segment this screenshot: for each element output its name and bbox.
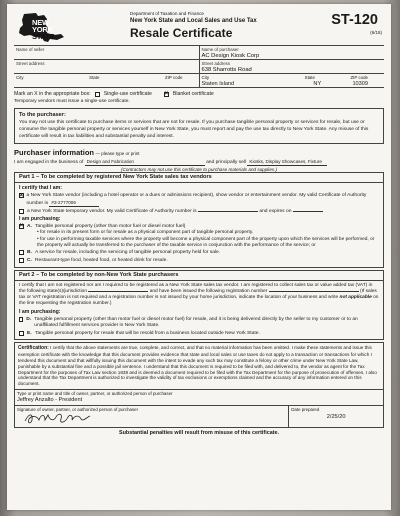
option-b bbox=[19, 250, 379, 256]
seller-column bbox=[14, 46, 199, 88]
option-d-letter: D. bbox=[26, 316, 32, 322]
to-purchaser-box bbox=[14, 108, 384, 144]
temporary-vendor-option bbox=[19, 209, 379, 215]
certification-title: Certification: bbox=[18, 345, 49, 352]
part2-body bbox=[19, 283, 379, 308]
signature-row bbox=[14, 406, 384, 428]
purchaser-street-value: 638 Sharrotts Road bbox=[201, 66, 252, 73]
name-title-field[interactable] bbox=[15, 390, 383, 404]
signature-label: Signature of owner, partner, or authorized person of purchaser bbox=[17, 406, 139, 412]
temporary-vendor-checkbox[interactable] bbox=[19, 209, 24, 214]
handwritten-signature bbox=[23, 411, 93, 425]
certification-body: I certify that the above statements are true, complete, and correct, and that no material information has been omitted. I make these statements and issue this exemption certificate with the knowledge that this document provides evidence that state and local sales or use taxes do not apply to a transaction or transactions for which I tendered this document and that willfully issuing this document with the intent to evade any such tax may constitute a felony or other crime under New York State Law, punishable by a substantial fine and a possible jail sentence. I understand that this document is required to be filed with, and delivered to, the vendor as agent for the Tax Department for the purposes of Tax Law section 1838 and is deemed a document required to be filed with the Tax Department for the purpose of prosecution of offenses. I also understand that the Tax Department is authorized to investigate the validity of tax exclusions or exemptions claimed and the accuracy of any information entered on this document. bbox=[18, 345, 377, 387]
seller-street-field[interactable] bbox=[14, 60, 199, 74]
purchaser-street-label: Street address bbox=[201, 61, 231, 66]
form-title: Resale Certificate bbox=[130, 26, 233, 40]
purchaser-info-hint: — please type or print bbox=[95, 151, 140, 157]
purchaser-name-label: Name of purchaser bbox=[201, 47, 239, 52]
option-a-bullets bbox=[19, 230, 379, 249]
certificate-type-row bbox=[14, 91, 384, 98]
option-c-letter: C. bbox=[27, 258, 32, 264]
option-e-checkbox[interactable] bbox=[19, 331, 24, 336]
engaged-business-field[interactable]: Design and Fabrication bbox=[85, 159, 205, 166]
registration-number-field[interactable] bbox=[269, 291, 359, 292]
signature-field[interactable] bbox=[15, 406, 289, 427]
option-c bbox=[19, 258, 379, 264]
date-prepared-label: Date prepared bbox=[291, 406, 320, 412]
seller-street-label: Street address bbox=[16, 61, 45, 66]
seller-city-label: City bbox=[16, 75, 24, 80]
resale-certificate-page bbox=[7, 4, 391, 510]
part1-purchasing: I am purchasing: bbox=[19, 215, 61, 222]
purchaser-info-heading: Purchaser information bbox=[14, 148, 95, 158]
part2-body-1: I certify that I am not registered nor am I required to be registered as a New York State sales tax vendor. I am registered to collect sales tax or value added tax (VAT) in the following state(s)/jurisdiction bbox=[19, 282, 373, 294]
not-applicable-text: not applicable bbox=[339, 295, 372, 301]
logo-line-state: STATE bbox=[32, 32, 55, 41]
purchaser-state-value: NY bbox=[313, 80, 322, 87]
registered-vendor-checkbox[interactable] bbox=[19, 193, 24, 198]
temporary-authority-field[interactable] bbox=[198, 211, 258, 212]
principally-label: and principally sell bbox=[206, 159, 247, 165]
purchaser-street-field[interactable] bbox=[200, 60, 385, 74]
option-e-text: Tangible personal property for resale that will be resold from a business located outside New York State. bbox=[35, 330, 260, 336]
purchaser-city-label: City bbox=[201, 75, 210, 80]
part2-purchasing: I am purchasing: bbox=[19, 308, 61, 315]
single-use-checkbox[interactable] bbox=[95, 92, 100, 97]
purchaser-zip-value: 10309 bbox=[352, 80, 368, 87]
option-a-text: Tangible personal property (other than motor fuel or diesel motor fuel) bbox=[35, 223, 186, 229]
agency-name: Department of Taxation and Finance bbox=[130, 11, 204, 16]
form-header bbox=[14, 9, 384, 45]
purchaser-name-value: AC Design Kiosk Corp bbox=[201, 52, 260, 59]
single-use-label: Single-use certificate bbox=[103, 91, 152, 97]
temporary-vendor-note: Temporary vendors must issue a single-use certificate. bbox=[14, 98, 130, 104]
option-b-letter: B. bbox=[27, 250, 32, 256]
option-d-text: Tangible personal property (other than motor fuel or diesel motor fuel) for resale, and it is being delivered directly by the seller to my customer or to an unaffiliated fulfillment services provider in New York State. bbox=[34, 316, 358, 329]
penalty-notice: Substantial penalties will result from misuse of this certificate. bbox=[119, 429, 279, 436]
certification-box bbox=[14, 342, 384, 390]
form-revision: (6/18) bbox=[370, 30, 382, 35]
authority-number-field[interactable]: #3-2777006 bbox=[49, 200, 99, 207]
option-a-bullet-1: • for resale in its present form or for resale as a physical component part of tangible personal property. bbox=[37, 230, 379, 236]
option-c-text: Restaurant-type food, heated food, or heated drink for resale. bbox=[35, 258, 168, 264]
blanket-label: Blanket certificate bbox=[172, 91, 214, 97]
purchaser-column bbox=[199, 46, 385, 88]
seller-purchaser-grid bbox=[14, 45, 384, 88]
principally-sell-field[interactable]: Kiosks, Display Showcases, Fixture bbox=[247, 159, 327, 166]
seller-city-state-zip-field[interactable] bbox=[14, 74, 199, 88]
state-logo-text bbox=[32, 19, 54, 40]
part1-title: Part 1 – To be completed by registered New York State sales tax vendors bbox=[15, 173, 383, 183]
mark-prompt: Mark an X in the appropriate box: bbox=[14, 91, 91, 97]
seller-state-label: State bbox=[89, 75, 100, 80]
blanket-checkbox[interactable] bbox=[164, 92, 169, 97]
name-title-label: Type or print name and title of owner, partner, or authorized person of purchaser bbox=[17, 391, 173, 397]
seller-zip-label: ZIP code bbox=[164, 75, 183, 80]
option-a-checkbox[interactable] bbox=[19, 224, 24, 229]
purchaser-name-field[interactable] bbox=[200, 46, 385, 60]
purchaser-zip-label: ZIP code bbox=[350, 75, 368, 80]
part1-certify: I certify that I am: bbox=[19, 185, 62, 192]
part2-title: Part 2 – To be completed by non-New York State purchasers bbox=[15, 271, 383, 281]
temporary-expires-field[interactable] bbox=[293, 211, 323, 212]
logo-line-new: NEW bbox=[32, 18, 49, 27]
temporary-expires-label: and expires on bbox=[259, 208, 292, 214]
to-purchaser-title: To the purchaser: bbox=[19, 112, 66, 119]
seller-name-label: Name of seller bbox=[16, 47, 45, 52]
part2-body-4: on the line requesting the registration number.) bbox=[19, 295, 379, 307]
temporary-vendor-label: a New York State temporary vendor. My valid Certificate of Authority number is bbox=[27, 208, 197, 214]
form-subtitle: New York State and Local Sales and Use Tax bbox=[130, 18, 257, 24]
date-prepared-field[interactable] bbox=[289, 406, 383, 427]
contractors-note: (Contractors may not use this certificate to purchase materials and supplies.) bbox=[120, 166, 277, 172]
option-d bbox=[19, 317, 379, 330]
engaged-label: I am engaged in the business of bbox=[14, 159, 84, 165]
to-purchaser-body: You may not use this certificate to purchase items or services that are not for resale. If you purchase tangible personal property or services for resale, but use or consume the tangible personal property or services yourself in New York State, you must report and pay the use tax directly to New York State. Any misuse of this certificate will result in tax liabilities and substantial penalty and interest. bbox=[19, 120, 369, 139]
date-prepared-value: 2/25/20 bbox=[326, 414, 346, 421]
option-a-letter: A. bbox=[27, 223, 32, 229]
purchaser-city-value: Staten Island bbox=[201, 80, 235, 87]
form-number: ST-120 bbox=[331, 12, 378, 28]
registered-vendor-option bbox=[19, 193, 379, 207]
part1-section bbox=[14, 172, 384, 267]
purchaser-information bbox=[14, 148, 384, 170]
purchaser-state-label: State bbox=[304, 75, 315, 80]
part2-body-2: and have been issued the following registration number bbox=[149, 288, 268, 294]
option-b-text: A service for resale, including the servicing of tangible personal property held for sale. bbox=[35, 250, 221, 256]
name-title-value: Jeffrey Anzalto - President bbox=[17, 396, 83, 403]
option-a-bullet-2: • for use in performing taxable services where the property will become a physical component part of the property upon which the services will be performed, or the property will actually be transferred to the purchaser of the taxable service in conjunction with the performance of the service; or bbox=[37, 237, 379, 249]
part2-body-3: (If sales tax or VAT registration is not required and a registration number is not issued by your home jurisdiction, indicate the location of your business and write bbox=[19, 288, 377, 301]
option-b-checkbox[interactable] bbox=[19, 250, 24, 255]
option-e bbox=[19, 331, 379, 337]
name-title-row bbox=[14, 390, 384, 405]
option-e-letter: E. bbox=[27, 330, 32, 336]
option-c-checkbox[interactable] bbox=[19, 258, 24, 263]
registered-vendor-label: a New York State vendor (including a hotel operator or a dues or admissions recipient), show vendor or entertainment vendor. My valid Certificate of Authority number is bbox=[26, 193, 367, 206]
seller-name-field[interactable] bbox=[14, 46, 199, 60]
purchaser-city-state-zip-field[interactable] bbox=[200, 74, 385, 88]
jurisdiction-field[interactable] bbox=[88, 291, 148, 292]
logo-line-york: YORK bbox=[32, 25, 53, 34]
option-d-checkbox[interactable] bbox=[19, 317, 23, 322]
part2-section bbox=[14, 270, 384, 341]
